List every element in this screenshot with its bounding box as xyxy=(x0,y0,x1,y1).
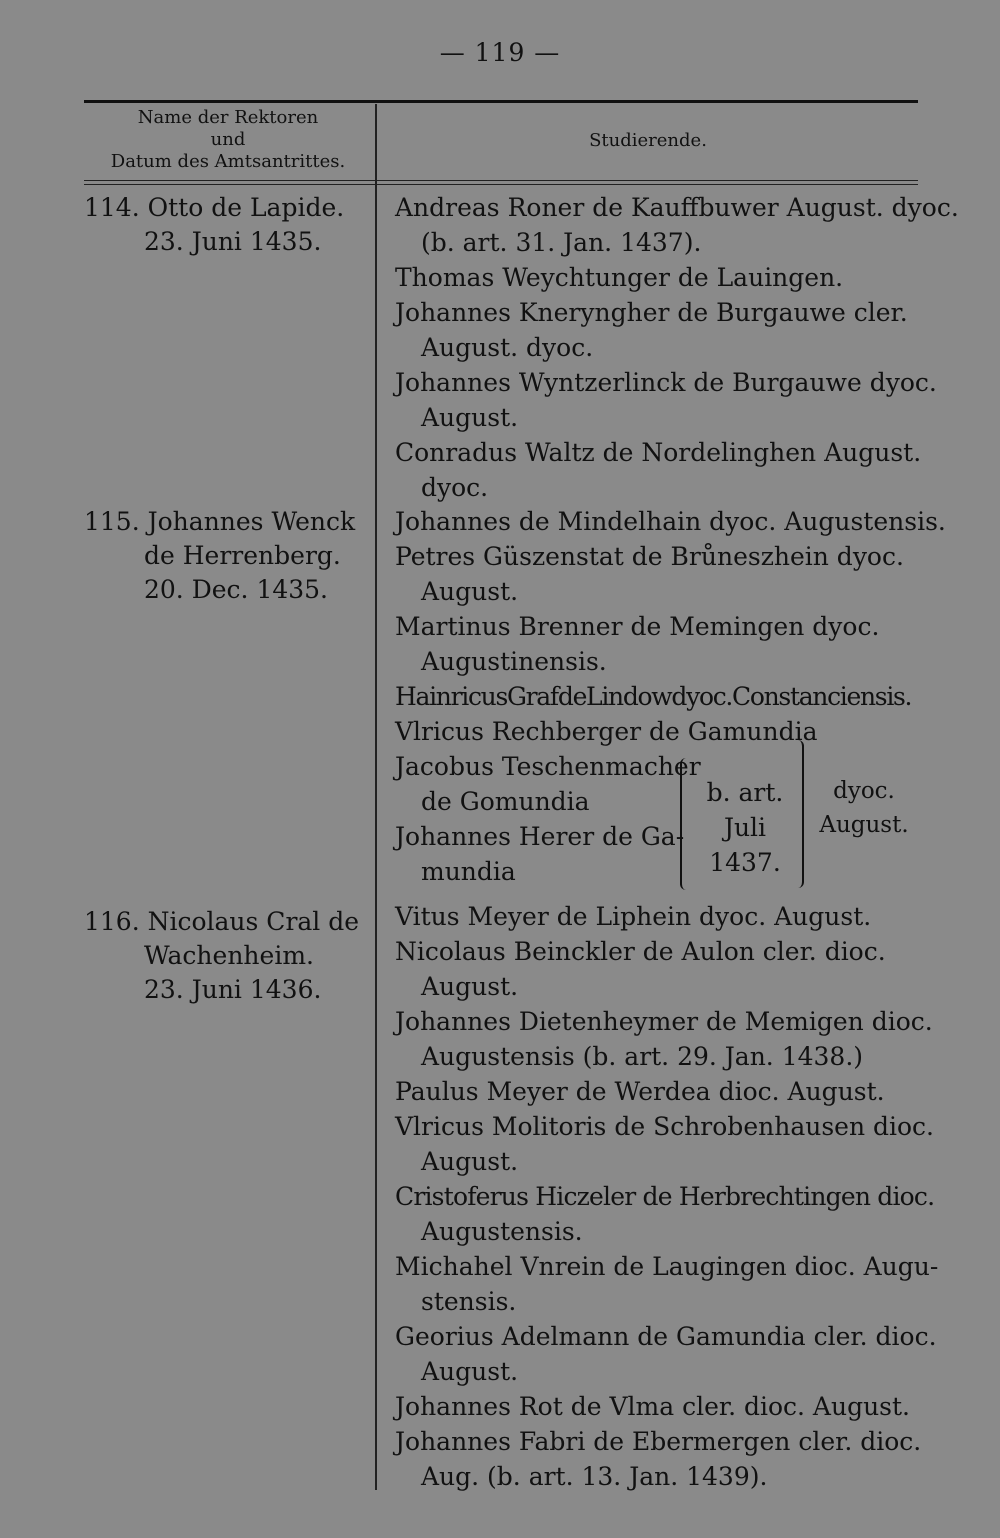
right-brace xyxy=(792,740,804,888)
brace-annotation xyxy=(678,740,918,890)
student-line: August. xyxy=(421,577,519,606)
student-line: Jacobus Teschenmacher xyxy=(395,752,701,781)
student-line: mundia xyxy=(421,857,516,886)
column-header-students: Studierende. xyxy=(589,130,707,151)
student-line: Vitus Meyer de Liphein dyoc. August. xyxy=(395,902,872,931)
student-line: Johannes Rot de Vlma cler. dioc. August. xyxy=(395,1392,910,1421)
student-line: Augustinensis. xyxy=(421,647,607,676)
rector-entry-116 xyxy=(84,905,374,1007)
rector-name: 115. Johannes Wenck xyxy=(84,507,356,536)
student-line: Johannes de Mindelhain dyoc. Augustensis. xyxy=(395,507,946,536)
column-header-rectors xyxy=(84,107,372,173)
student-line: Thomas Weychtunger de Lauingen. xyxy=(395,263,844,292)
student-line: August. dyoc. xyxy=(421,333,594,362)
rector-date: 20. Dec. 1435. xyxy=(144,575,329,604)
student-line: August. xyxy=(421,1147,519,1176)
header-left-line1: Name der Rektoren xyxy=(137,107,319,128)
student-line: Cristoferus Hiczeler de Herbrechtingen dioc. xyxy=(395,1182,935,1211)
student-line: Johannes Herer de Ga- xyxy=(395,822,685,851)
student-line: Conradus Waltz de Nordelinghen August. xyxy=(395,438,922,467)
student-line: Augustensis (b. art. 29. Jan. 1438.) xyxy=(421,1042,864,1071)
rector-name-cont: Wachenheim. xyxy=(144,941,314,970)
student-line: August. xyxy=(421,1357,519,1386)
student-line: Nicolaus Beinckler de Aulon cler. dioc. xyxy=(395,937,886,966)
student-line: Georius Adelmann de Gamundia cler. dioc. xyxy=(395,1322,937,1351)
student-line: Johannes Kneryngher de Burgauwe cler. xyxy=(395,298,908,327)
student-line: Martinus Brenner de Memingen dyoc. xyxy=(395,612,880,641)
student-line: Augustensis. xyxy=(421,1217,583,1246)
brace-diocese-line1: dyoc. xyxy=(833,778,895,804)
student-line: Vlricus Molitoris de Schrobenhausen dioc. xyxy=(395,1112,934,1141)
rector-entry-115 xyxy=(84,505,364,607)
rector-name: 114. Otto de Lapide. xyxy=(84,193,345,222)
brace-note-line2: Juli xyxy=(723,813,767,842)
student-line: dyoc. xyxy=(421,473,489,502)
header-bottom-rule-2 xyxy=(84,184,918,185)
brace-note-line1: b. art. xyxy=(706,778,784,807)
brace-note-line3: 1437. xyxy=(709,848,781,877)
student-line: Paulus Meyer de Werdea dioc. August. xyxy=(395,1077,885,1106)
rector-entry-114 xyxy=(84,191,364,259)
student-line: Aug. (b. art. 13. Jan. 1439). xyxy=(421,1462,768,1491)
student-line: stensis. xyxy=(421,1287,517,1316)
header-left-line3: Datum des Amtsantrittes. xyxy=(110,151,346,172)
rector-name-cont: de Herrenberg. xyxy=(144,541,341,570)
student-line: August. xyxy=(421,403,519,432)
student-line: HainricusGrafdeLindowdyoc.Constanciensis. xyxy=(395,682,912,711)
header-bottom-rule xyxy=(84,180,918,181)
header-left-line2: und xyxy=(210,129,246,150)
student-line: August. xyxy=(421,972,519,1001)
student-line: de Gomundia xyxy=(421,787,590,816)
header-top-rule xyxy=(84,100,918,103)
rector-name: 116. Nicolaus Cral de xyxy=(84,907,360,936)
student-line: (b. art. 31. Jan. 1437). xyxy=(421,228,702,257)
student-line: Vlricus Rechberger de Gamundia xyxy=(395,717,818,746)
rector-date: 23. Juni 1436. xyxy=(144,975,322,1004)
student-line: Andreas Roner de Kauffbuwer August. dyoc. xyxy=(395,193,959,222)
student-line: Johannes Dietenheymer de Memigen dioc. xyxy=(395,1007,933,1036)
column-divider xyxy=(375,104,377,1490)
student-line: Johannes Wyntzerlinck de Burgauwe dyoc. xyxy=(395,368,937,397)
rector-date: 23. Juni 1435. xyxy=(144,227,322,256)
student-line: Johannes Fabri de Ebermergen cler. dioc. xyxy=(395,1427,922,1456)
student-line: Michahel Vnrein de Laugingen dioc. Augu- xyxy=(395,1252,939,1281)
brace-diocese-line2: August. xyxy=(819,812,909,838)
student-line: Petres Güszenstat de Brůneszhein dyoc. xyxy=(395,542,904,571)
left-brace xyxy=(680,758,692,890)
page-number: — 119 — xyxy=(439,38,561,67)
